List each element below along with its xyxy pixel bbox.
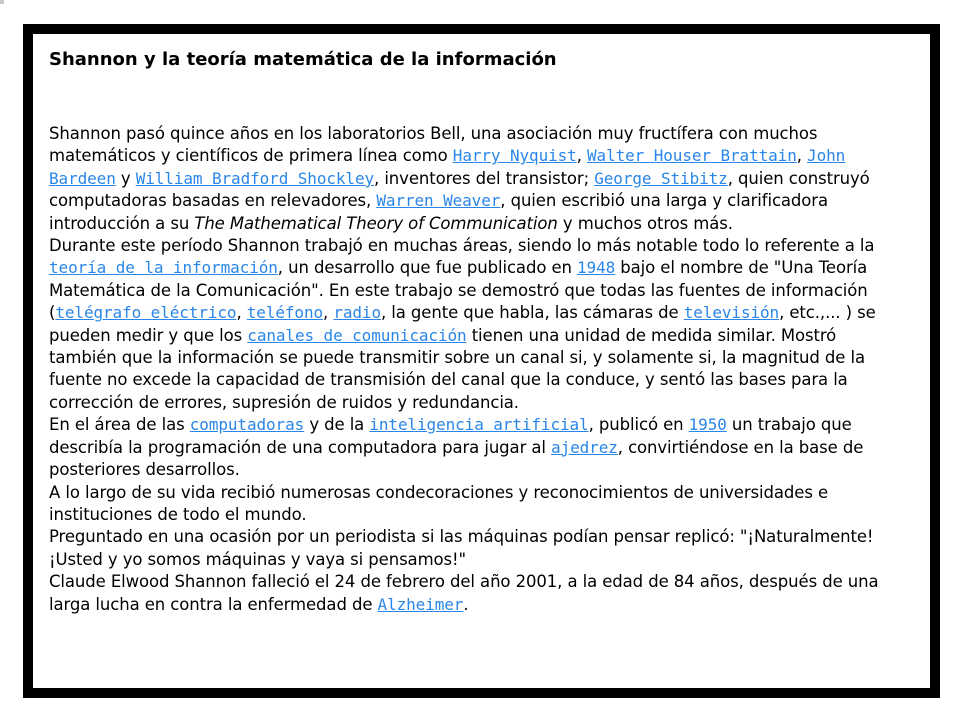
link-walter-houser-brattain[interactable]: Walter Houser Brattain bbox=[587, 146, 797, 166]
link-telefono[interactable]: teléfono bbox=[246, 303, 324, 323]
link-ajedrez[interactable]: ajedrez bbox=[551, 437, 618, 457]
link-william-bradford-shockley[interactable]: William Bradford Shockley bbox=[135, 168, 375, 188]
paragraph-computers: En el área de las computadoras y de la inteligencia artificial, publicó en 1950 un trabajo que describía la programación de una computadora para jugar al ajedrez, convirtiéndose en la base de posteriores desarrollos. bbox=[49, 415, 864, 480]
link-canales-comunicacion[interactable]: canales de comunicación bbox=[247, 325, 467, 345]
link-television[interactable]: televisión bbox=[683, 303, 780, 323]
paragraph-awards: A lo largo de su vida recibió numerosas condecoraciones y reconocimientos de universidades e instituciones de todo el mundo. bbox=[49, 482, 829, 524]
link-1950[interactable]: 1950 bbox=[688, 415, 727, 435]
corner-mark bbox=[0, 0, 4, 4]
link-harry-nyquist[interactable]: Harry Nyquist bbox=[452, 146, 577, 166]
paragraph-death: Claude Elwood Shannon falleció el 24 de febrero del año 2001, a la edad de 84 años, después de una larga lucha en contra la enfermedad de Alzheimer. bbox=[49, 572, 879, 614]
link-warren-weaver[interactable]: Warren Weaver bbox=[376, 191, 501, 211]
link-computadoras[interactable]: computadoras bbox=[189, 415, 305, 435]
article-body bbox=[49, 123, 881, 616]
page-title: Shannon y la teoría matemática de la información bbox=[49, 49, 557, 70]
link-john-bardeen[interactable]: John Bardeen bbox=[49, 146, 846, 188]
link-telegrafo-electrico[interactable]: telégrafo eléctrico bbox=[55, 303, 237, 323]
paragraph-bell-labs: Shannon pasó quince años en los laboratorios Bell, una asociación muy fructífera con muchos matemáticos y científicos de primera línea como Harry Nyquist, Walter Houser Brattain, John Bardeen y William Bradford Shockley, inventores del transistor; George Stibitz, quien construyó computadoras basadas en relevadores, Warren Weaver, quien escribió una larga y clarificadora introducción a su The Mathematical Theory of Communication y muchos otros más. bbox=[49, 124, 870, 233]
link-george-stibitz[interactable]: George Stibitz bbox=[594, 168, 728, 188]
paragraph-information-theory: Durante este período Shannon trabajó en muchas áreas, siendo lo más notable todo lo referente a la teoría de la información, un desarrollo que fue publicado en 1948 bajo el nombre de "Una Teoría Matemática de la Comunicación". En este trabajo se demostró que todas las fuentes de información (telégrafo eléctrico, teléfono, radio, la gente que habla, las cámaras de televisión, etc.,... ) se pueden medir y que los canales de comunicación tienen una unidad de medida similar. Mostró también que la información se puede transmitir sobre un canal si, y solamente si, la magnitud de la fuente no excede la capacidad de transmisión del canal que la conduce, y sentó las bases para la corrección de errores, supresión de ruidos y redundancia. bbox=[49, 236, 876, 412]
book-title: The Mathematical Theory of Communication bbox=[194, 213, 558, 233]
link-1948[interactable]: 1948 bbox=[577, 258, 616, 278]
link-radio[interactable]: radio bbox=[333, 303, 381, 323]
link-teoria-informacion[interactable]: teoría de la información bbox=[49, 258, 278, 278]
link-inteligencia-artificial[interactable]: inteligencia artificial bbox=[369, 415, 589, 435]
link-alzheimer[interactable]: Alzheimer bbox=[377, 594, 464, 614]
paragraph-quote: Preguntado en una ocasión por un periodista si las máquinas podían pensar replicó: "¡Naturalmente! ¡Usted y yo somos máquinas y vaya si pensamos!" bbox=[49, 527, 874, 569]
